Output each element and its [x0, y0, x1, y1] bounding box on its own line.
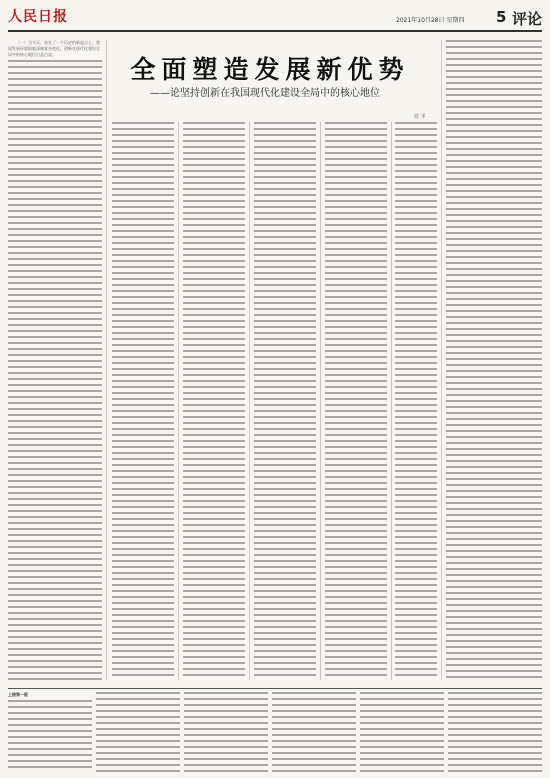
issue-date: 2021年10月28日 星期四 — [396, 17, 465, 24]
column-1-lead: （一）当今天，站在了一个历史的新起点上，我国发展环境面临深刻复杂变化，创新在现代化建设全局中的核心地位日益凸显。 — [8, 40, 100, 57]
bottom-col-5 — [360, 692, 444, 772]
column-3-text — [183, 122, 245, 680]
column-5b-text — [395, 122, 437, 680]
newspaper-logo: 人民日报 — [8, 9, 68, 25]
page-number: 5 — [496, 8, 507, 26]
subheadline: ——论坚持创新在我国现代化建设全局中的核心地位 — [150, 88, 380, 99]
column-divider — [106, 40, 107, 680]
bottom-col-3 — [184, 692, 268, 772]
column-4-text — [254, 122, 316, 680]
column-divider — [178, 122, 179, 680]
column-divider — [320, 122, 321, 680]
bottom-col-2 — [96, 692, 180, 772]
column-1-text — [8, 60, 102, 680]
bottom-col-4 — [272, 692, 356, 772]
masthead — [8, 6, 542, 28]
masthead-rule — [8, 30, 542, 32]
column-5a-text — [325, 122, 387, 680]
column-divider — [391, 122, 392, 680]
column-6-text — [446, 40, 542, 680]
column-1 — [8, 40, 102, 680]
bottom-col-1 — [8, 700, 92, 772]
bottom-rule — [8, 688, 542, 689]
continued-label: 上接第一版 — [8, 692, 28, 697]
byline: 任 平 — [414, 114, 426, 120]
column-divider — [441, 40, 442, 680]
section-name: 评论 — [512, 10, 543, 28]
headline: 全面塑造发展新优势 — [130, 55, 410, 84]
column-divider — [249, 122, 250, 680]
bottom-col-6 — [448, 692, 542, 772]
column-2-text — [112, 122, 174, 680]
